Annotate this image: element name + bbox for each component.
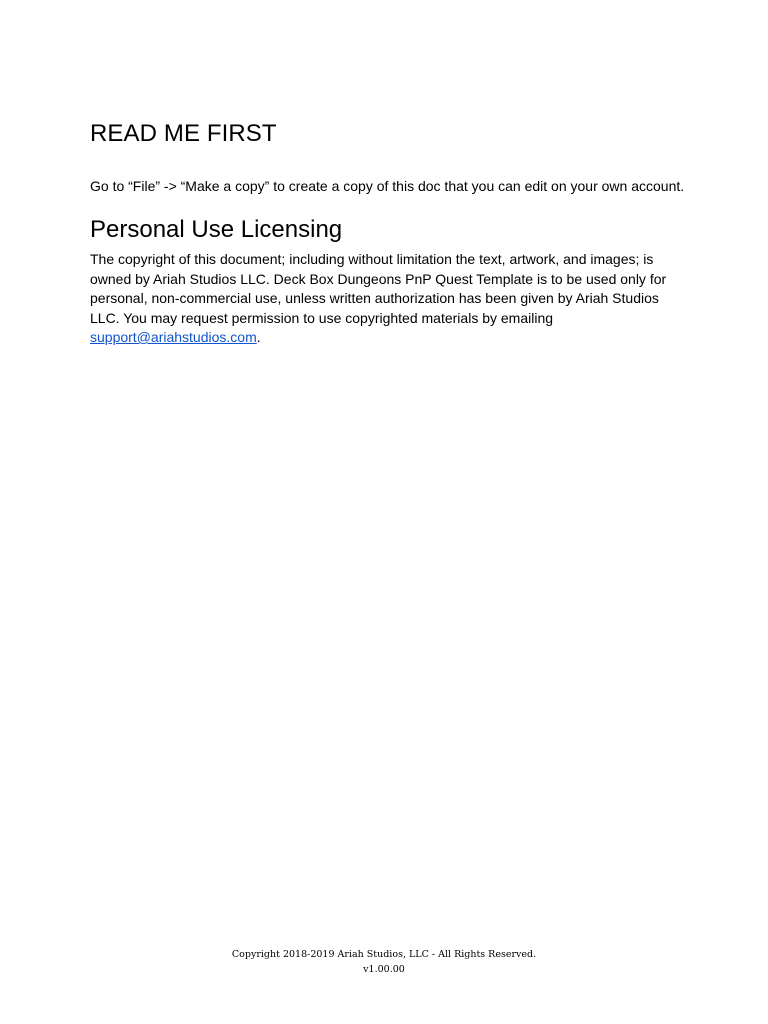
footer-version: v1.00.00	[363, 964, 405, 975]
licensing-heading: Personal Use Licensing	[90, 216, 343, 243]
license-text: The copyright of this document; including without limitation the text, artwork, and images; is owned by Ariah Studios LLC. Deck Box Dungeons PnP Quest Template is to be used only for personal, non-commercial use, unless written authorization has been given by Ariah Studios LLC. You may request permission to use copyrighted materials by emailing	[90, 251, 667, 326]
document-body	[90, 118, 685, 348]
license-period: .	[256, 329, 261, 345]
support-email-link[interactable]: support@ariahstudios.com	[90, 329, 257, 345]
read-me-heading: READ ME FIRST	[90, 120, 277, 147]
page-footer	[0, 947, 768, 977]
license-paragraph	[90, 250, 680, 348]
footer-copyright: Copyright 2018-2019 Ariah Studios, LLC - All Rights Reserved.	[231, 949, 537, 960]
instruction-paragraph: Go to “File” -> “Make a copy” to create a copy of this doc that you can edit on your own account.	[90, 178, 685, 194]
